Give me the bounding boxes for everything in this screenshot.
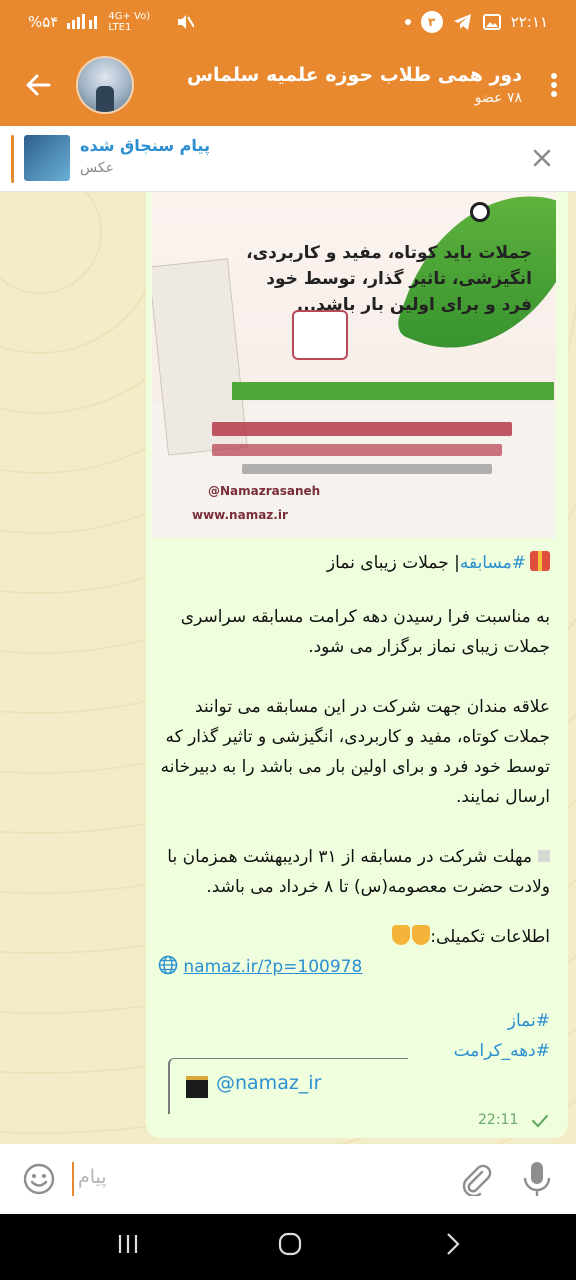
notification-count-badge: ۳ bbox=[421, 11, 443, 33]
message-heading: | جملات زیبای نماز bbox=[326, 553, 460, 573]
pen-ring-graphic bbox=[470, 202, 490, 222]
pinned-accent-bar bbox=[11, 135, 14, 183]
close-icon[interactable] bbox=[530, 146, 554, 170]
pinned-thumbnail bbox=[24, 135, 70, 181]
back-nav-icon[interactable] bbox=[440, 1232, 464, 1256]
chat-header bbox=[0, 44, 576, 126]
poster-green-band bbox=[232, 382, 554, 400]
status-bar bbox=[0, 0, 576, 44]
chat-title-block[interactable] bbox=[148, 64, 522, 106]
battery-text: %۵۴ bbox=[28, 13, 59, 31]
gift-icon bbox=[530, 551, 550, 571]
read-check-icon bbox=[532, 1114, 548, 1128]
back-arrow-icon bbox=[25, 74, 51, 96]
poster-website: www.namaz.ir bbox=[192, 508, 288, 522]
message-link[interactable]: namaz.ir/?p=100978 bbox=[183, 957, 363, 977]
message-image[interactable] bbox=[152, 192, 556, 538]
network-text: 4G+ Vo) LTE1 bbox=[108, 11, 151, 33]
message-paragraph-1: به مناسبت فرا رسیدن دهه کرامت مسابقه سراسری جملات زیبای نماز برگزار می شود. bbox=[180, 607, 550, 657]
poster-headline: جملات باید کوتاه، مفید و کاربردی، انگیزشی، تاثیر گذار، توسط خود فرد و برای اولین بار باشد... bbox=[246, 243, 532, 315]
hashtag-link[interactable]: #مسابقه bbox=[459, 553, 526, 573]
microphone-icon[interactable] bbox=[520, 1160, 554, 1198]
telegram-icon bbox=[453, 13, 473, 31]
more-vertical-icon bbox=[551, 73, 557, 97]
clock-text: ۲۲:۱۱ bbox=[510, 13, 548, 31]
pinned-subtitle: عکس bbox=[80, 160, 114, 176]
member-count: ۷۸ عضو bbox=[474, 90, 522, 106]
poster-line bbox=[212, 422, 512, 436]
poster-instagram: @Namazrasaneh bbox=[208, 484, 321, 498]
hashtag-link[interactable]: #نماز bbox=[507, 1011, 550, 1031]
mute-icon bbox=[176, 14, 194, 30]
message-input[interactable]: پیام bbox=[78, 1166, 107, 1188]
pinned-title: پیام سنجاق شده bbox=[80, 136, 210, 155]
message-paragraph-2: علاقه مندان جهت شرکت در این مسابقه می توانند جملات کوتاه، مفید و کاربردی، انگیزشی و تاثیر گذار که توسط خود فرد و برای اولین بار می باشد را به دبیرخانه ارسال نمایند. bbox=[160, 697, 550, 807]
kaaba-icon bbox=[186, 1076, 208, 1098]
hashtag-link[interactable]: #دهه_کرامت bbox=[453, 1041, 550, 1061]
gallery-icon bbox=[483, 14, 501, 30]
poster-line bbox=[242, 464, 492, 474]
more-menu-button[interactable] bbox=[532, 44, 576, 126]
emoji-icon[interactable] bbox=[22, 1162, 56, 1196]
pointing-down-icon bbox=[392, 925, 410, 945]
recent-apps-icon[interactable] bbox=[116, 1232, 140, 1256]
back-button[interactable] bbox=[0, 44, 76, 126]
text-cursor bbox=[72, 1162, 74, 1196]
chat-title: دور همی طلاب حوزه علمیه سلماس bbox=[186, 64, 522, 86]
attach-icon[interactable] bbox=[458, 1162, 492, 1196]
message-bubble[interactable] bbox=[146, 192, 568, 1138]
pinned-message-bar[interactable] bbox=[0, 126, 576, 192]
square-bullet-icon bbox=[538, 850, 550, 862]
globe-icon bbox=[158, 955, 178, 975]
message-text bbox=[158, 548, 550, 1066]
group-avatar[interactable] bbox=[76, 56, 134, 114]
signal-icon bbox=[66, 14, 100, 30]
notification-dot-icon bbox=[405, 19, 411, 25]
pointing-down-icon bbox=[412, 925, 430, 945]
message-paragraph-3: مهلت شرکت در مسابقه از ۳۱ اردیبهشت همزمان با ولادت حضرت معصومه(س) تا ۸ خرداد می باشد. bbox=[167, 847, 550, 897]
channel-handle-link[interactable]: @namaz_ir bbox=[216, 1072, 322, 1094]
info-label: اطلاعات تکمیلی: bbox=[430, 927, 550, 947]
home-icon[interactable] bbox=[278, 1232, 302, 1256]
poster-line bbox=[212, 444, 502, 456]
message-time: 22:11 bbox=[478, 1112, 519, 1128]
